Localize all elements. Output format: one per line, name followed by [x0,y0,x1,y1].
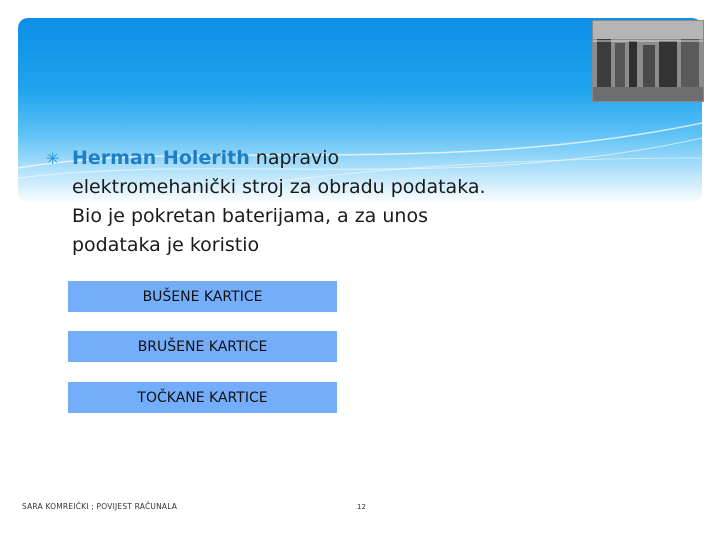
card-brusene-kartice[interactable]: BRUŠENE KARTICE [68,331,337,362]
bullet-line-4: podataka je koristio [72,234,260,256]
footer-author: SARA KOMREIČKI ; POVIJEST RAČUNALA [22,502,178,511]
asterisk-icon: ✳ [46,149,60,168]
highlight-name: Herman Holerith [72,147,250,169]
page-number: 12 [357,503,366,511]
bullet-text [46,144,566,260]
historical-photo [592,20,704,102]
bullet-line-3: Bio je pokretan baterijama, a za unos [72,205,428,227]
card-busene-kartice[interactable]: BUŠENE KARTICE [68,281,337,312]
bullet-paragraph [46,144,566,260]
bullet-line-1: napravio [249,147,340,169]
card-tockane-kartice[interactable]: TOČKANE KARTICE [68,382,337,413]
bullet-line-2: elektromehanički stroj za obradu podataka. [72,176,486,198]
